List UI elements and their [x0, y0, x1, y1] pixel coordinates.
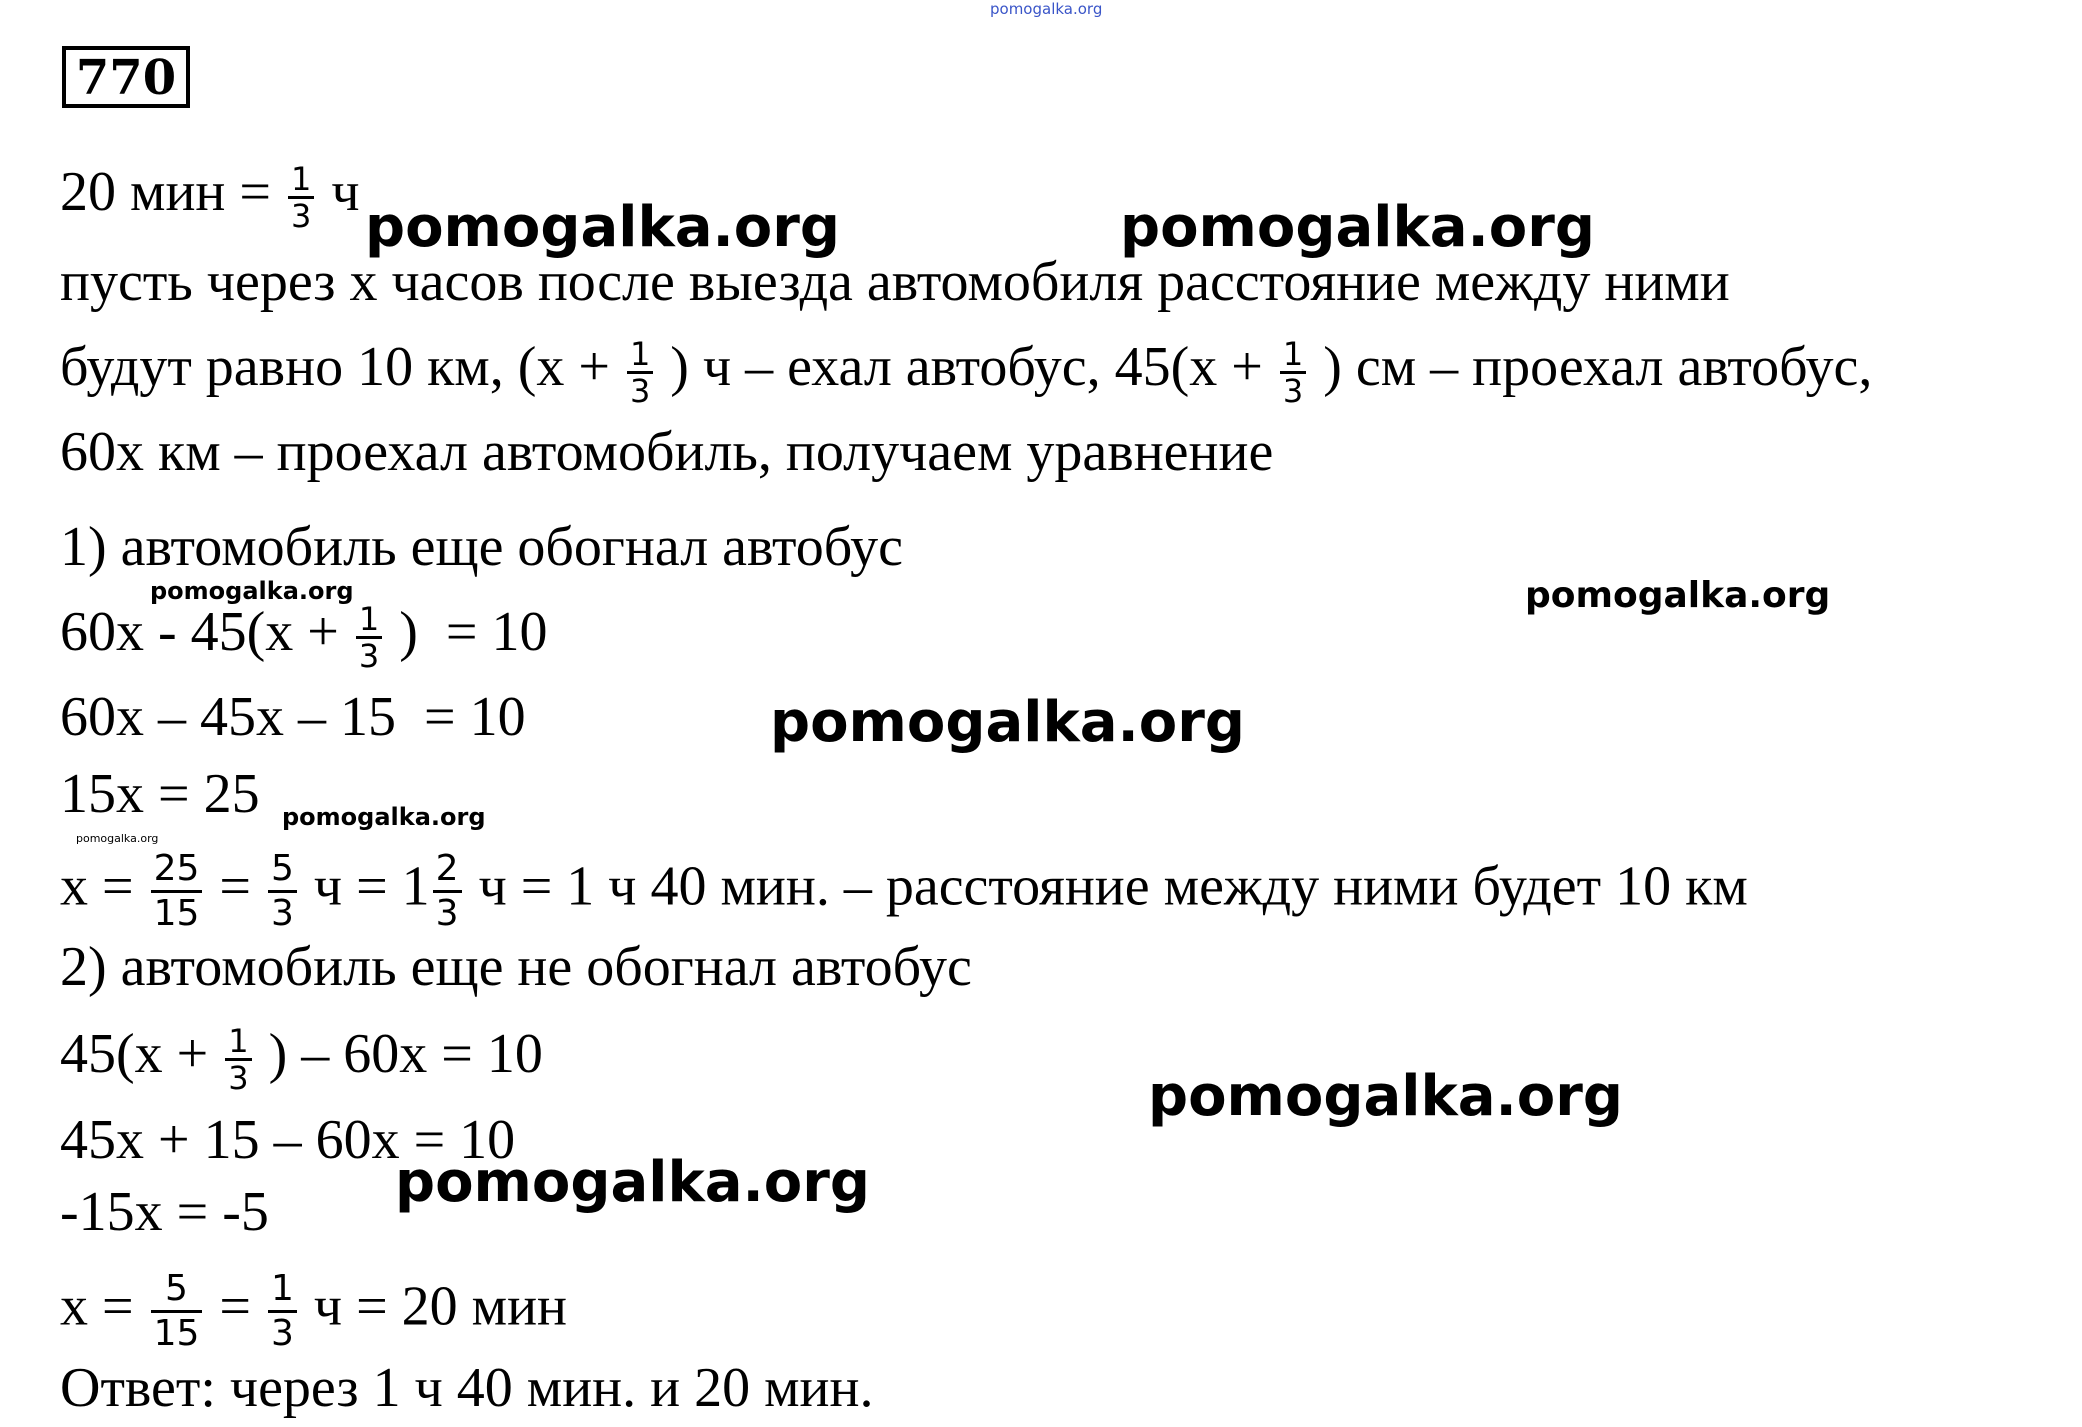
- numerator: 5: [151, 1268, 203, 1313]
- denominator: 3: [435, 893, 459, 934]
- text: будут равно 10 км, (х +: [60, 336, 610, 398]
- watermark: pomogalka.org: [76, 832, 159, 845]
- line-5: 1) автомобиль еще обогнал автобус: [60, 516, 904, 578]
- text: ч = 1: [313, 855, 430, 918]
- problem-number: 770: [62, 46, 190, 108]
- denominator: 15: [153, 1313, 200, 1354]
- watermark: pomogalka.org: [282, 803, 486, 831]
- watermark: pomogalka.org: [365, 195, 840, 260]
- line-4: 60х км – проехал автомобиль, получаем уравнение: [60, 421, 1274, 483]
- denominator: 3: [358, 636, 380, 675]
- text: = 10: [424, 686, 526, 748]
- line-13: -15х = -5: [60, 1181, 269, 1243]
- numerator: 1: [627, 337, 653, 374]
- fraction: [356, 599, 382, 675]
- line-11: [60, 1021, 543, 1097]
- fraction: [627, 334, 653, 410]
- text: х =: [60, 855, 134, 918]
- numerator: 1: [268, 1268, 297, 1313]
- denominator: 3: [271, 1313, 294, 1354]
- numerator: 5: [268, 848, 297, 893]
- line-6: [60, 599, 548, 675]
- text: ) – 60х = 10: [268, 1023, 543, 1085]
- denominator: 3: [271, 893, 294, 934]
- text: 45(х +: [60, 1023, 209, 1085]
- watermark: pomogalka.org: [395, 1150, 870, 1215]
- fraction: [268, 848, 297, 935]
- watermark: pomogalka.org: [150, 577, 354, 605]
- denominator: 3: [228, 1058, 249, 1097]
- fraction: [151, 1268, 203, 1355]
- denominator: 3: [629, 371, 651, 410]
- numerator: 2: [433, 848, 462, 893]
- fraction: [433, 848, 462, 935]
- text: 20 мин =: [60, 161, 271, 223]
- numerator: 1: [356, 602, 382, 639]
- text: ч = 20 мин: [313, 1275, 568, 1338]
- line-14: [60, 1268, 568, 1354]
- line-12: 45х + 15 – 60х = 10: [60, 1109, 516, 1171]
- line-1: [60, 159, 360, 235]
- numerator: 1: [225, 1024, 251, 1061]
- text: ч: [331, 161, 360, 223]
- line-2: пусть через х часов после выезда автомобиля расстояние между ними: [60, 251, 1730, 313]
- line-10: 2) автомобиль еще не обогнал автобус: [60, 936, 972, 998]
- fraction: [288, 159, 314, 235]
- text: х =: [60, 1275, 134, 1338]
- text: ): [399, 601, 418, 663]
- fraction: [225, 1021, 251, 1097]
- line-7: [60, 685, 526, 749]
- fraction: [1280, 334, 1306, 410]
- denominator: 3: [290, 196, 312, 235]
- watermark: pomogalka.org: [1525, 575, 1831, 616]
- denominator: 15: [153, 893, 200, 934]
- text: =: [219, 1275, 251, 1338]
- text: =: [219, 855, 251, 918]
- fraction: [268, 1268, 297, 1355]
- watermark: pomogalka.org: [1148, 1064, 1623, 1129]
- watermark-top: pomogalka.org: [990, 0, 1103, 18]
- numerator: 25: [151, 848, 203, 893]
- line-9: [60, 848, 1748, 934]
- text: ) ч – ехал автобус, 45(х +: [670, 336, 1263, 398]
- text: ч = 1 ч 40 мин. – расстояние между ними будет 10 км: [478, 855, 1748, 918]
- text: 60х - 45(х +: [60, 601, 339, 663]
- watermark: pomogalka.org: [770, 690, 1245, 755]
- denominator: 3: [1282, 371, 1304, 410]
- line-8: 15х = 25: [60, 763, 260, 825]
- numerator: 1: [1280, 337, 1306, 374]
- watermark: pomogalka.org: [1120, 195, 1595, 260]
- fraction: [151, 848, 203, 935]
- numerator: 1: [288, 162, 314, 199]
- text: 60х – 45х – 15: [60, 686, 396, 748]
- line-3: [60, 334, 1873, 410]
- line-15: Ответ: через 1 ч 40 мин. и 20 мин.: [60, 1357, 874, 1419]
- text: = 10: [445, 601, 548, 663]
- text: ) см – проехал автобус,: [1323, 336, 1873, 398]
